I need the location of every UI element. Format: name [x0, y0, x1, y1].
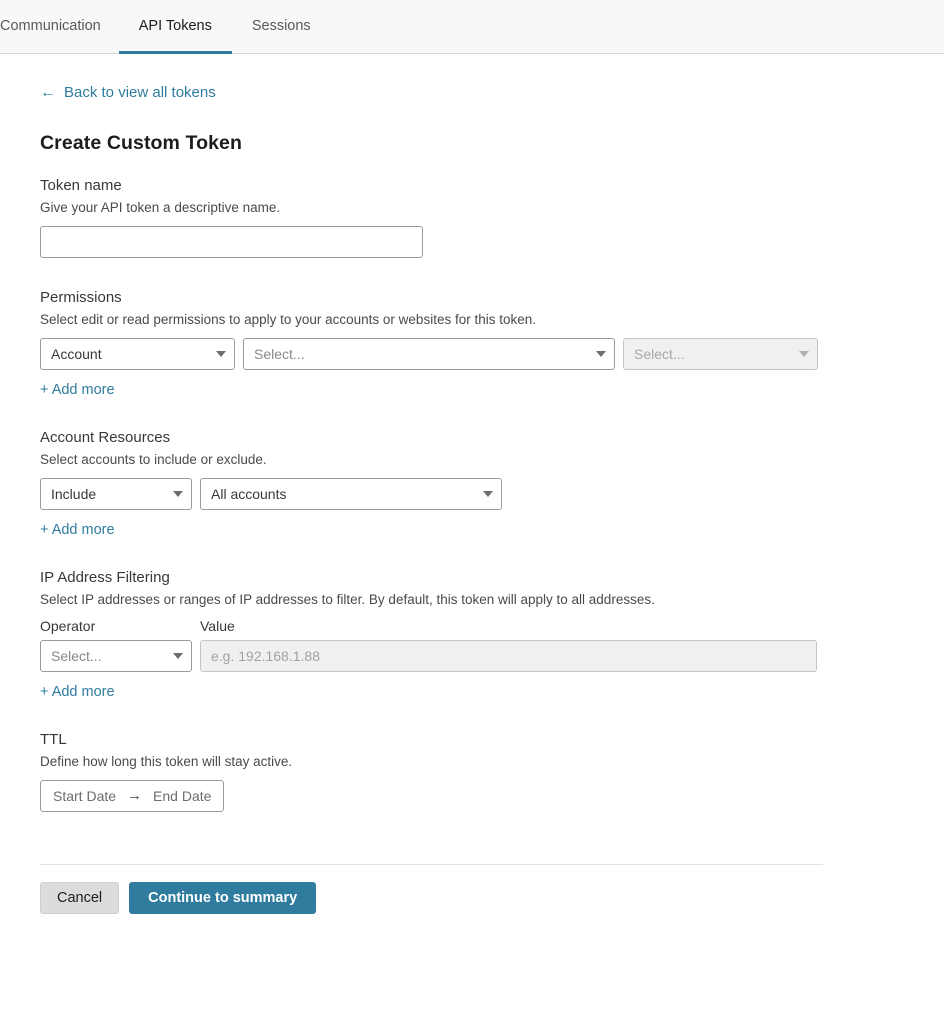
ttl-description: Define how long this token will stay active.: [40, 753, 293, 769]
chevron-down-icon: [483, 491, 493, 497]
ip-filtering-add-more-button[interactable]: + Add more: [40, 683, 115, 700]
ip-operator-value: Select...: [51, 647, 102, 664]
token-name-description: Give your API token a descriptive name.: [40, 199, 281, 215]
ttl-label: TTL: [40, 730, 67, 748]
account-resources-label: Account Resources: [40, 428, 171, 446]
permission-access-select: [623, 338, 818, 370]
account-resources-mode-value: Include: [51, 485, 97, 502]
tab-api-tokens-label: API Tokens: [138, 17, 212, 34]
form-actions: [40, 882, 904, 934]
permissions-add-more-button[interactable]: + Add more: [40, 381, 115, 398]
ip-value-label: Value: [200, 617, 235, 634]
account-resources-accounts-value: All accounts: [211, 485, 287, 502]
section-ttl: [40, 731, 904, 812]
settings-tab-bar: [0, 0, 944, 54]
chevron-down-icon: [173, 491, 183, 497]
section-ip-filtering: [40, 569, 904, 701]
permissions-row: [40, 338, 904, 370]
ip-operator-label: Operator: [40, 617, 96, 634]
ip-filtering-description: Select IP addresses or ranges of IP addresses to filter. By default, this token will apply to all addresses.: [40, 591, 655, 607]
permissions-description: Select edit or read permissions to apply to your accounts or websites for this token.: [40, 311, 536, 327]
chevron-down-icon: [596, 351, 606, 357]
section-account-resources: [40, 429, 904, 539]
tab-communication-label: Communication: [0, 17, 101, 34]
continue-to-summary-button[interactable]: Continue to summary: [129, 882, 316, 914]
permission-resource-select[interactable]: [243, 338, 615, 370]
ip-value-input[interactable]: [200, 640, 817, 672]
section-permissions: [40, 289, 904, 399]
ttl-date-range-picker[interactable]: [40, 780, 224, 812]
ttl-start-date-field[interactable]: Start Date: [53, 787, 117, 804]
account-resources-description: Select accounts to include or exclude.: [40, 451, 267, 467]
cancel-button[interactable]: Cancel: [40, 882, 119, 914]
tab-communication[interactable]: [0, 0, 119, 54]
permission-resource-value: Select...: [254, 345, 305, 362]
permission-scope-value: Account: [51, 345, 102, 362]
create-token-page: [0, 54, 944, 934]
ip-filtering-label: IP Address Filtering: [40, 568, 170, 586]
tab-api-tokens[interactable]: [119, 0, 232, 54]
account-resources-row: [40, 478, 904, 510]
token-name-label: Token name: [40, 176, 122, 194]
chevron-down-icon: [216, 351, 226, 357]
chevron-down-icon: [173, 653, 183, 659]
permissions-label: Permissions: [40, 288, 122, 306]
permission-scope-select[interactable]: [40, 338, 235, 370]
account-resources-mode-select[interactable]: [40, 478, 192, 510]
permission-access-value: Select...: [634, 345, 685, 362]
ip-filtering-column-labels: [40, 618, 904, 634]
chevron-down-icon: [799, 351, 809, 357]
ttl-end-date-field[interactable]: End Date: [153, 787, 212, 804]
account-resources-add-more-button[interactable]: + Add more: [40, 521, 115, 538]
arrow-left-icon: ←: [40, 83, 56, 101]
ip-operator-select[interactable]: [40, 640, 192, 672]
account-resources-accounts-select[interactable]: [200, 478, 502, 510]
back-to-all-tokens-link[interactable]: [40, 84, 216, 101]
token-name-input[interactable]: [40, 226, 423, 258]
tab-sessions-label: Sessions: [251, 17, 311, 34]
arrow-right-icon: →: [127, 787, 143, 804]
tab-sessions[interactable]: [232, 0, 331, 54]
ip-filtering-row: [40, 640, 904, 672]
section-token-name: [40, 177, 904, 258]
footer-divider: [40, 864, 823, 865]
back-to-all-tokens-label: Back to view all tokens: [64, 84, 216, 101]
page-title: Create Custom Token: [40, 131, 242, 154]
